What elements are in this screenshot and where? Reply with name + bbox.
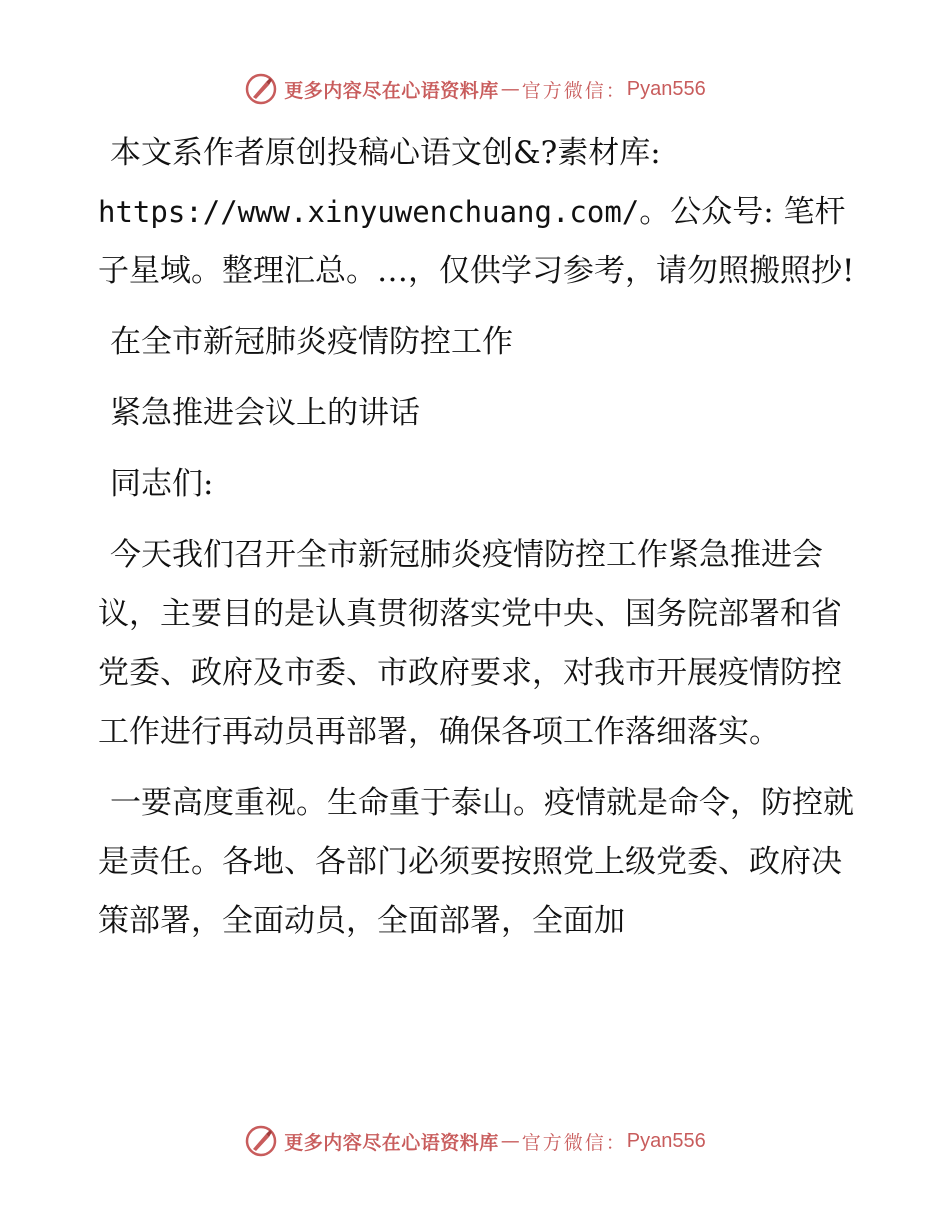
watermark-wechat-label: 官方微信： [521,79,627,102]
watermark-wechat-id: Pyan556 [626,1129,706,1152]
footer-watermark [0,1124,950,1158]
salutation: 同志们: [110,466,214,502]
pen-logo-icon [244,72,278,106]
watermark-separator: — [500,78,520,100]
intro-line1: 本文系作者原创投稿心语文创&?素材库: [110,135,661,171]
document-body [98,124,858,963]
watermark-separator: — [500,1130,520,1152]
header-watermark [0,72,950,106]
watermark-main-text: 更多内容尽在心语资料库 [284,79,499,102]
watermark-main-text: 更多内容尽在心语资料库 [284,1131,499,1154]
intro-rest: 。公众号: 笔杆子星域。整理汇总。…，仅供学习参考，请勿照搬照抄! [98,194,855,289]
body-paragraph: 一要高度重视。生命重于泰山。疫情就是命令，防控就是责任。各地、各部门必须要按照党上级党委、政府决策部署，全面动员，全面部署，全面加 [98,785,854,939]
watermark-wechat-label: 官方微信： [521,1131,627,1154]
pen-logo-icon [244,1124,278,1158]
intro-paragraph [98,124,858,301]
speech-title-line1: 在全市新冠肺炎疫情防控工作 [110,324,513,360]
watermark-wechat-id: Pyan556 [626,77,706,100]
intro-url-link[interactable]: https://www.xinyuwenchuang.com/ [98,195,640,229]
speech-title-line2: 紧急推进会议上的讲话 [110,395,420,431]
body-paragraph: 今天我们召开全市新冠肺炎疫情防控工作紧急推进会议，主要目的是认真贯彻落实党中央、国务院部署和省党委、政府及市委、市政府要求，对我市开展疫情防控工作进行再动员再部署，确保各项工作落细落实。 [98,537,842,750]
